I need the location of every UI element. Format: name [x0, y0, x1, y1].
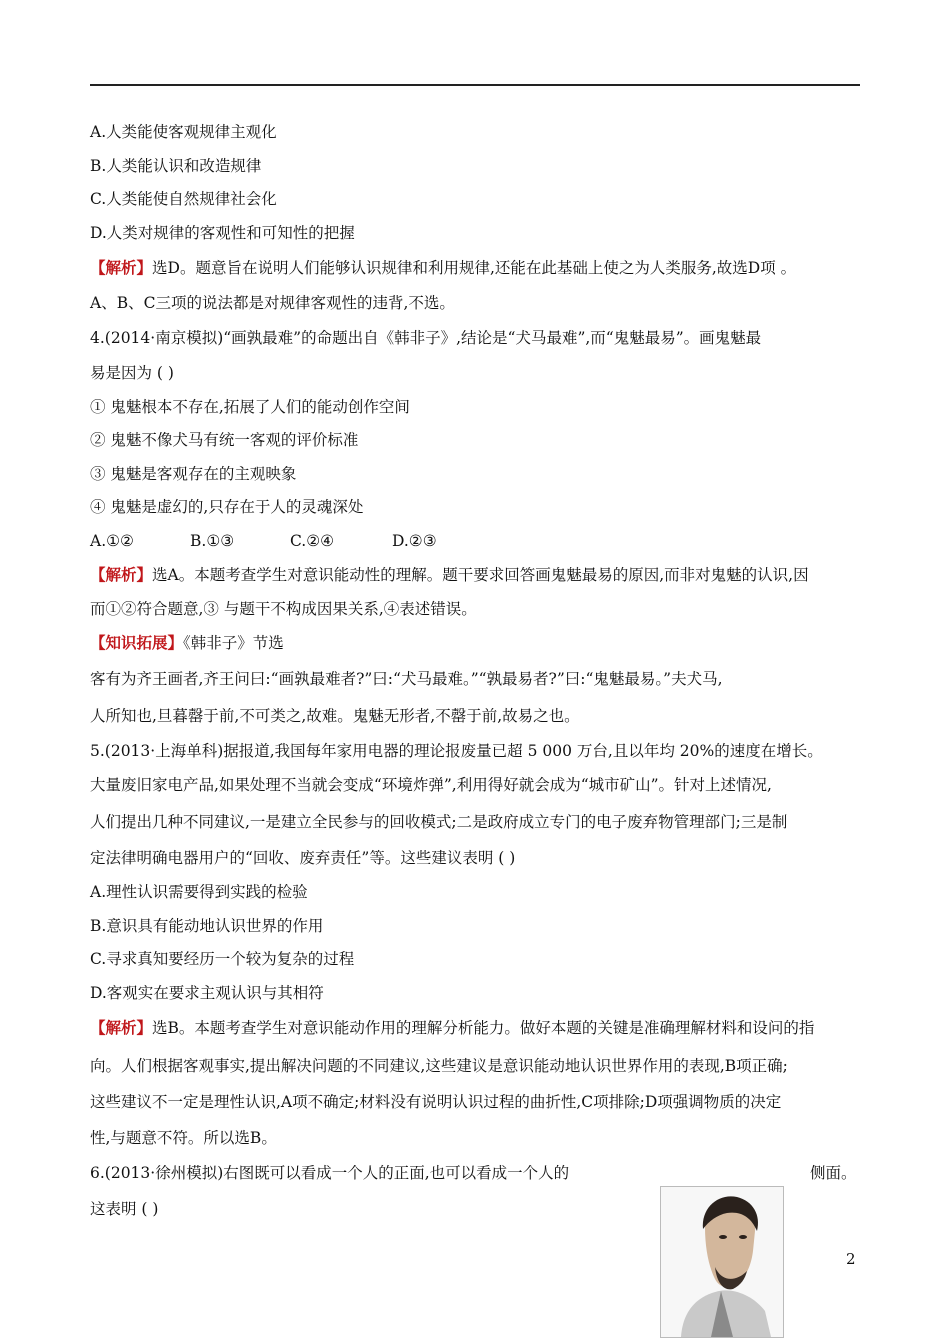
header-rule — [90, 84, 860, 86]
q5-analysis-line2: 向。人们根据客观事实,提出解决问题的不同建议,这些建议是意识能动地认识世界作用的表现,B项正确; — [90, 1057, 788, 1075]
illusion-photo-icon — [661, 1187, 783, 1337]
q4-statement-3: ③ 鬼魅是客观存在的主观映象 — [90, 465, 297, 483]
q3-analysis — [90, 258, 796, 278]
q5-stem-line1: 5.(2013·上海单科)据报道,我国每年家用电器的理论报废量已超 5 000 万台,且以年均 20%的速度在增长。 — [90, 742, 823, 760]
q5-analysis-line1: 选B。本题考查学生对意识能动作用的理解分析能力。做好本题的关键是准确理解材料和设问的指 — [152, 1019, 815, 1037]
analysis-label: 【解析】 — [90, 258, 153, 277]
q4-analysis-line1: 选A。本题考查学生对意识能动性的理解。题干要求回答画鬼魅最易的原因,而非对鬼魅的认识,因 — [152, 566, 809, 584]
q5-stem-line4: 定法律明确电器用户的“回收、废弃责任”等。这些建议表明 ( ) — [90, 849, 516, 867]
q5-option-d: D.客观实在要求主观认识与其相符 — [90, 984, 324, 1002]
q3-option-a: A.人类能使客观规律主观化 — [90, 123, 277, 141]
q4-statement-2: ② 鬼魅不像犬马有统一客观的评价标准 — [90, 431, 359, 449]
q3-option-b: B.人类能认识和改造规律 — [90, 157, 262, 175]
extension-label: 【知识拓展】 — [90, 633, 184, 652]
page-number: 2 — [846, 1250, 856, 1268]
q4-option-b: B.①③ — [190, 532, 235, 550]
q5-stem-line2: 大量废旧家电产品,如果处理不当就会变成“环境炸弹”,利用得好就会成为“城市矿山”。针对上述情况, — [90, 776, 772, 794]
q4-analysis-line2: 而①②符合题意,③ 与题干不构成因果关系,④表述错误。 — [90, 600, 477, 618]
analysis-label: 【解析】 — [90, 565, 153, 584]
q5-analysis — [90, 1018, 814, 1038]
q3-analysis-line1: 选D。题意旨在说明人们能够认识规律和利用规律,还能在此基础上使之为人类服务,故选D项 。 — [152, 259, 797, 277]
face-profile-illusion-image — [660, 1186, 784, 1338]
q4-extension — [90, 633, 284, 653]
q4-options — [90, 531, 437, 551]
q4-stem-line2: 易是因为 ( ) — [90, 364, 174, 382]
q4-option-c: C.②④ — [290, 532, 335, 550]
q3-option-d: D.人类对规律的客观性和可知性的把握 — [90, 224, 355, 242]
q6-stem-line2: 这表明 ( ) — [90, 1200, 159, 1218]
q4-analysis — [90, 565, 809, 585]
analysis-label: 【解析】 — [90, 1018, 153, 1037]
q5-stem-line3: 人们提出几种不同建议,一是建立全民参与的回收模式;二是政府成立专门的电子废弃物管理部门;三是制 — [90, 813, 788, 831]
q4-option-a: A.①② — [90, 532, 134, 550]
q4-extension-line1: 客有为齐王画者,齐王问曰:“画孰最难者?”曰:“犬马最难。”“孰最易者?”曰:“鬼魅最易。”夫犬马, — [90, 670, 723, 688]
q6-stem-line1a: 6.(2013·徐州模拟)右图既可以看成一个人的正面,也可以看成一个人的 — [90, 1164, 570, 1182]
q4-statement-1: ① 鬼魅根本不存在,拓展了人们的能动创作空间 — [90, 398, 410, 416]
q5-analysis-line4: 性,与题意不符。所以选B。 — [90, 1129, 277, 1147]
q5-analysis-line3: 这些建议不一定是理性认识,A项不确定;材料没有说明认识过程的曲折性,C项排除;D项强调物质的决定 — [90, 1093, 782, 1111]
q5-option-c: C.寻求真知要经历一个较为复杂的过程 — [90, 950, 355, 968]
q4-extension-title: 《韩非子》节选 — [183, 634, 284, 652]
q4-stem-line1: 4.(2014·南京模拟)“画孰最难”的命题出自《韩非子》,结论是“犬马最难”,而“鬼魅最易”。画鬼魅最 — [90, 329, 762, 347]
q5-option-a: A.理性认识需要得到实践的检验 — [90, 883, 308, 901]
q3-analysis-line2: A、B、C三项的说法都是对规律客观性的违背,不选。 — [90, 294, 455, 312]
q4-statement-4: ④ 鬼魅是虚幻的,只存在于人的灵魂深处 — [90, 498, 364, 516]
q4-option-d: D.②③ — [392, 532, 437, 550]
q6-stem-line1b: 侧面。 — [810, 1164, 857, 1182]
q3-option-c: C.人类能使自然规律社会化 — [90, 190, 277, 208]
q5-option-b: B.意识具有能动地认识世界的作用 — [90, 917, 324, 935]
q4-extension-line2: 人所知也,旦暮罄于前,不可类之,故难。鬼魅无形者,不罄于前,故易之也。 — [90, 707, 580, 725]
